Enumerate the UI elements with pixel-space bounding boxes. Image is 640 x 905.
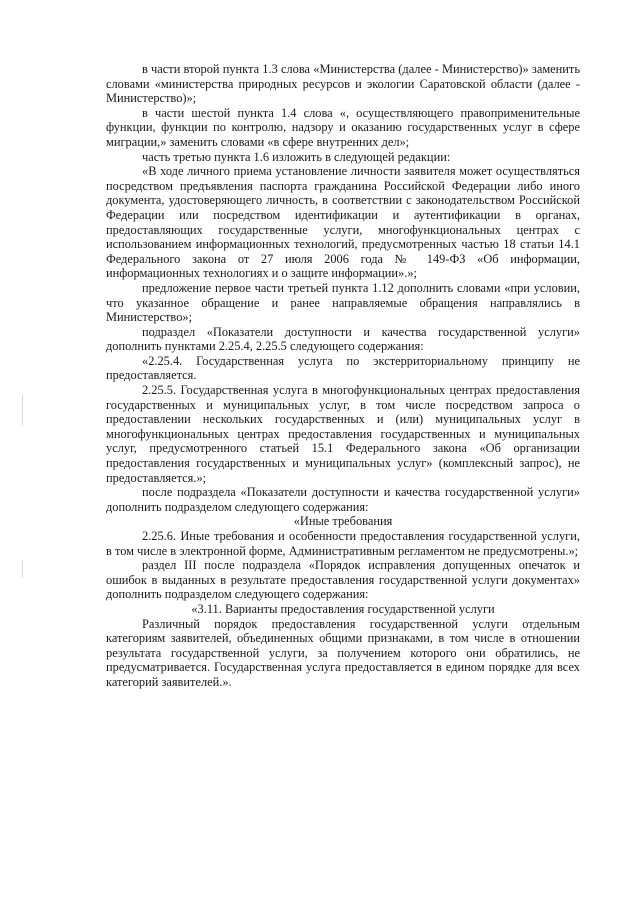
subsection-heading-3-11: «3.11. Варианты предоставления государственной услуги	[191, 601, 495, 616]
paragraph-item-1-3: в части второй пункта 1.3 слова «Министерства (далее - Министерство)» заменить словами «министерства природных ресурсов и экологии Саратовской области (далее - Министерство)»;	[106, 62, 580, 106]
scan-artifact	[22, 395, 23, 425]
paragraph-item-2-25-4: «2.25.4. Государственная услуга по экстерриториальному принципу не предоставляется.	[106, 353, 580, 383]
paragraph-item-2-25-5: 2.25.5. Государственная услуга в многофункциональных центрах предоставления государственных и муниципальных услуг, в том числе посредством запроса о предоставлении нескольких государственных и (или) муниципальных услуг в многофункциональных центрах предоставления государственных и муниципальных услуг, предусмотренного статьей 15.1 Федерального закона «Об организации предоставления государственных и муниципальных услуг» (комплексный запрос), не предоставляется.»;	[106, 383, 580, 485]
paragraph-subsection-indicators: подраздел «Показатели доступности и качества государственной услуги» дополнить пунктами 2.25.4, 2.25.5 следующего содержания:	[106, 324, 580, 354]
scan-artifact	[22, 560, 23, 578]
paragraph-subsection-add: после подраздела «Показатели доступности и качества государственной услуги» дополнить подразделом следующего содержания:	[106, 485, 580, 514]
paragraph-item-1-4: в части шестой пункта 1.4 слова «, осуществляющего правоприменительные функции, функции по контролю, надзору и оказанию государственных услуг в сфере миграции,» заменить словами «в сфере внутренних дел»;	[106, 105, 580, 149]
paragraph-item-1-12: предложение первое части третьей пункта 1.12 дополнить словами «при условии, что указанное обращение и ранее направляемые обращения направлялись в Министерство»;	[106, 280, 580, 325]
paragraph-item-3-11-text: Различный порядок предоставления государственной услуги отдельным категориям заявителей, объединенных общими признаками, в том числе в отношении результата государственной услуги, за получением которого они обратились, не предусматривается. Государственная услуга предоставляется в едином порядке для всех категорий заявителей.».	[106, 616, 580, 689]
paragraph-item-1-6-text: «В ходе личного приема установление личности заявителя может осуществляться посредством предъявления паспорта гражданина Российской Федерации либо иного документа, удостоверяющего личность, в соответствии с законодательством Российской Федерации или посредством идентификации и аутентификации в органах, предоставляющих государственные услуги, многофункциональных центрах с использованием информационных технологий, предусмотренных частью 18 статьи 14.1 Федерального закона от 27 июля 2006 года № 149-ФЗ «Об информации, информационных технологиях и о защите информации».»;	[106, 164, 580, 281]
paragraph-section-iii: раздел III после подраздела «Порядок исправления допущенных опечаток и ошибок в выданных в результате предоставления государственной услуги документах» дополнить подразделом следующего содержания:	[106, 558, 580, 602]
document-body	[106, 62, 580, 690]
paragraph-item-1-6-intro: часть третью пункта 1.6 изложить в следующей редакции:	[142, 149, 451, 164]
subsection-heading-other-requirements: «Иные требования	[293, 514, 393, 529]
paragraph-item-2-25-6: 2.25.6. Иные требования и особенности предоставления государственной услуги, в том числе в электронной форме, Административным регламентом не предусмотрены.»;	[106, 529, 580, 558]
